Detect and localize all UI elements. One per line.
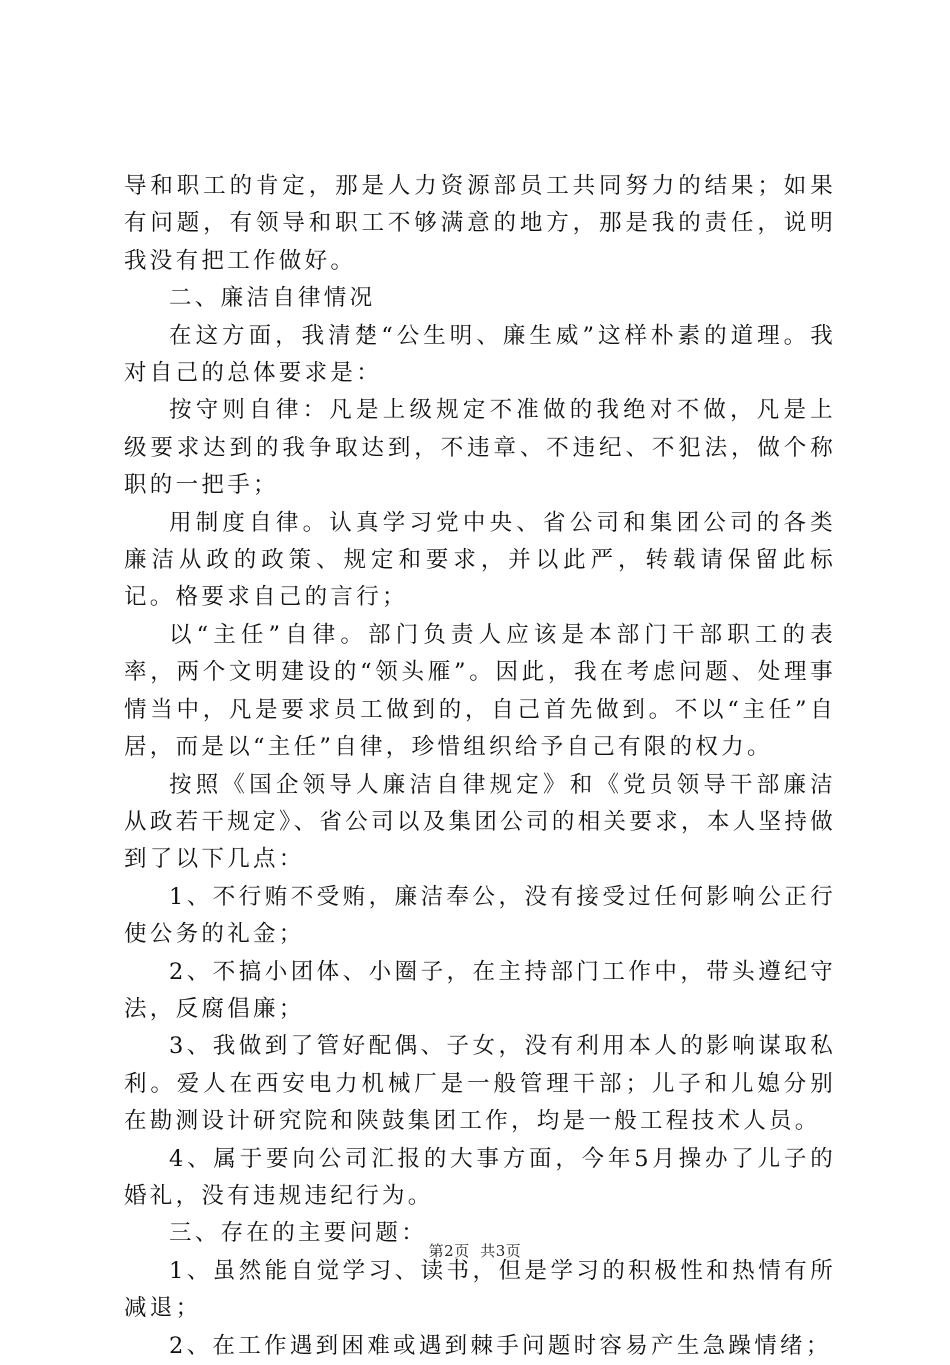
paragraph: 导和职工的肯定，那是人力资源部员工共同努力的结果；如果有问题，有领导和职工不够满意的地方，那是我的责任，说明我没有把工作做好。: [124, 173, 836, 274]
page-footer: [0, 1241, 950, 1261]
paragraph: 按照《国企领导人廉洁自律规定》和《党员领导干部廉洁从政若干规定》、省公司以及集团公司的相关要求，本人坚持做到了以下几点：: [124, 771, 836, 873]
paragraph: 在这方面，我清楚“公生明、廉生威”这样朴素的道理。我对自己的总体要求是：: [124, 322, 836, 387]
list-item: 4、属于要向公司汇报的大事方面，今年5月操办了儿子的婚礼，没有违规违纪行为。: [124, 1145, 836, 1209]
document-body: [124, 168, 836, 1365]
paragraph: 以“主任”自律。部门负责人应该是本部门干部职工的表率，两个文明建设的“领头雁”。因此，我在考虑问题、处理事情当中，凡是要求员工做到的，自己首先做到。不以“主任”自居，而是以“主任”自律，珍惜组织给予自己有限的权力。: [124, 621, 836, 761]
footer-separator: [470, 1242, 481, 1260]
page-total: 共3页: [480, 1242, 522, 1260]
paragraph: 按守则自律：凡是上级规定不准做的我绝对不做，凡是上级要求达到的我争取达到，不违章、不违纪、不犯法，做个称职的一把手；: [124, 397, 836, 499]
list-item: 3、我做到了管好配偶、子女，没有利用本人的影响谋取私利。爱人在西安电力机械厂是一般管理干部；儿子和儿媳分别在勘测设计研究院和陕鼓集团工作，均是一般工程技术人员。: [124, 1033, 836, 1135]
section-heading: 三、存在的主要问题：: [169, 1220, 428, 1247]
list-item: 1、不行贿不受贿，廉洁奉公，没有接受过任何影响公正行使公务的礼金；: [124, 883, 836, 948]
section-heading: 二、廉洁自律情况: [169, 285, 376, 312]
page-number: 第2页: [428, 1242, 470, 1260]
list-item: 2、不搞小团体、小圈子，在主持部门工作中，带头遵纪守法，反腐倡廉；: [124, 958, 836, 1022]
list-item: 1、虽然能自觉学习、读书，但是学习的积极性和热情有所减退；: [124, 1257, 836, 1322]
list-item: 2、在工作遇到困难或遇到棘手问题时容易产生急躁情绪；: [169, 1332, 832, 1359]
paragraph: 用制度自律。认真学习党中央、省公司和集团公司的各类廉洁从政的政策、规定和要求，并以此严，转载请保留此标记。格要求自己的言行；: [124, 509, 836, 611]
